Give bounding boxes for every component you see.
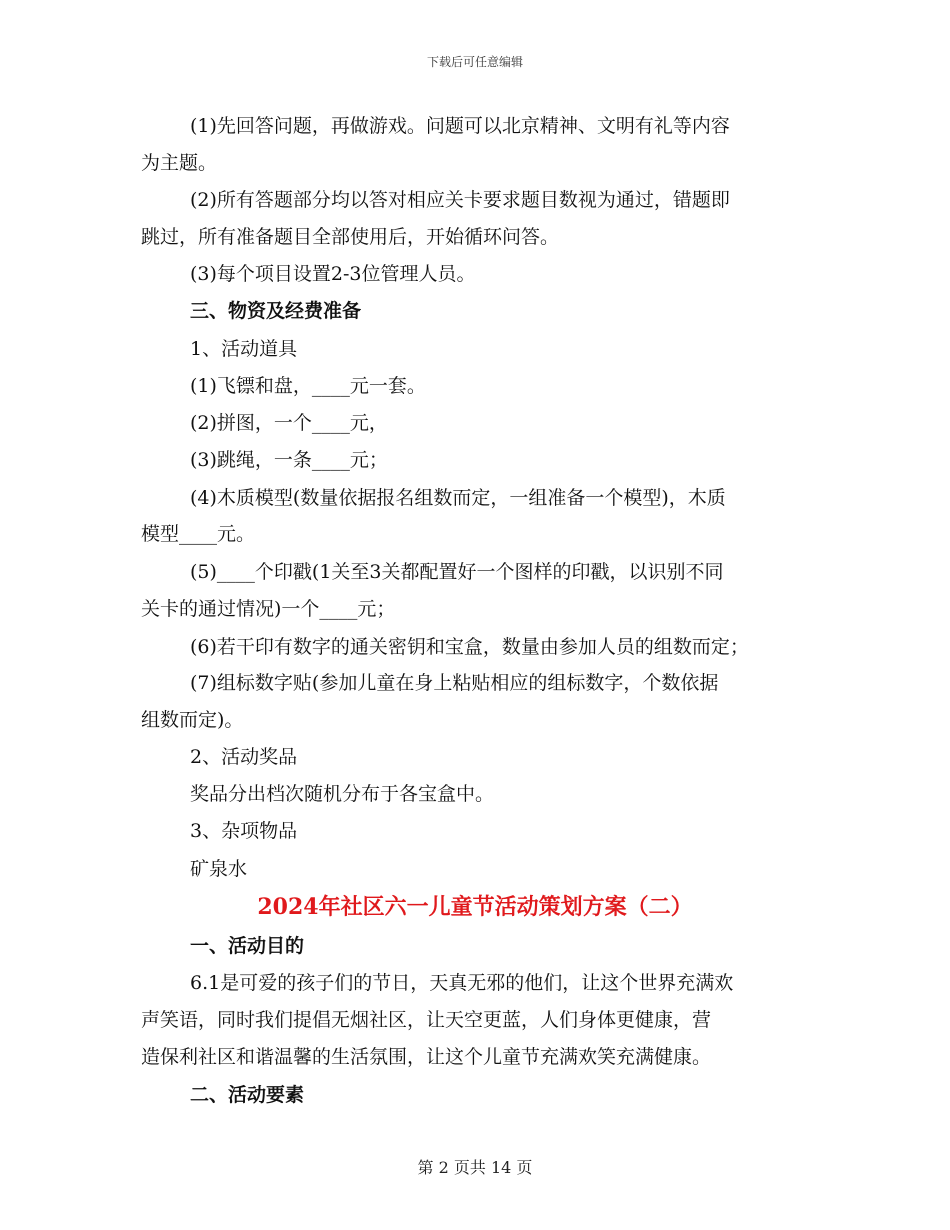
page-footer: 第 2 页共 14 页 xyxy=(417,1158,533,1177)
paragraph-line: 组数而定)。 xyxy=(141,709,244,731)
document-title: 2024年社区六一儿童节活动策划方案（二） xyxy=(257,894,693,920)
section-heading: 三、物资及经费准备 xyxy=(190,300,362,322)
paragraph-line: (1)先回答问题，再做游戏。问题可以北京精神、文明有礼等内容 xyxy=(190,115,730,137)
paragraph-line: (1)飞镖和盘，____元一套。 xyxy=(190,375,426,397)
paragraph-line: 关卡的通过情况)一个____元； xyxy=(141,598,396,620)
subsection-heading: 2、活动奖品 xyxy=(190,746,298,768)
paragraph-line: (4)木质模型(数量依据报名组数而定，一组准备一个模型)，木质 xyxy=(190,487,726,509)
section-heading: 二、活动要素 xyxy=(190,1084,305,1106)
paragraph-line: (6)若干印有数字的通关密钥和宝盒，数量由参加人员的组数而定； xyxy=(190,636,749,658)
subsection-heading: 3、杂项物品 xyxy=(190,820,298,842)
paragraph-line: (2)拼图，一个____元， xyxy=(190,412,388,434)
paragraph-line: (5)____个印戳(1关至3关都配置好一个图样的印戳，以识别不同 xyxy=(190,561,724,583)
paragraph-line: 造保利社区和谐温馨的生活氛围，让这个儿童节充满欢笑充满健康。 xyxy=(141,1046,712,1068)
paragraph-line: 6.1是可爱的孩子们的节日，天真无邪的他们，让这个世界充满欢 xyxy=(190,972,734,994)
subsection-heading: 1、活动道具 xyxy=(190,338,298,360)
paragraph-line: 模型____元。 xyxy=(141,523,256,545)
paragraph-line: (2)所有答题部分均以答对相应关卡要求题目数视为通过，错题即 xyxy=(190,189,730,211)
paragraph-line: 奖品分出档次随机分布于各宝盒中。 xyxy=(190,783,495,805)
paragraph-line: 声笑语，同时我们提倡无烟社区，让天空更蓝，人们身体更健康，营 xyxy=(141,1009,712,1031)
paragraph-line: (3)跳绳，一条____元； xyxy=(190,449,388,471)
page-header: 下载后可任意编辑 xyxy=(426,55,523,69)
paragraph-line: (7)组标数字贴(参加儿童在身上粘贴相应的组标数字，个数依据 xyxy=(190,672,719,694)
paragraph-line: (3)每个项目设置2-3位管理人员。 xyxy=(190,263,476,285)
section-heading: 一、活动目的 xyxy=(190,935,305,957)
paragraph-line: 跳过，所有准备题目全部使用后，开始循环问答。 xyxy=(141,226,560,248)
paragraph-line: 矿泉水 xyxy=(190,858,248,880)
paragraph-line: 为主题。 xyxy=(141,152,218,174)
